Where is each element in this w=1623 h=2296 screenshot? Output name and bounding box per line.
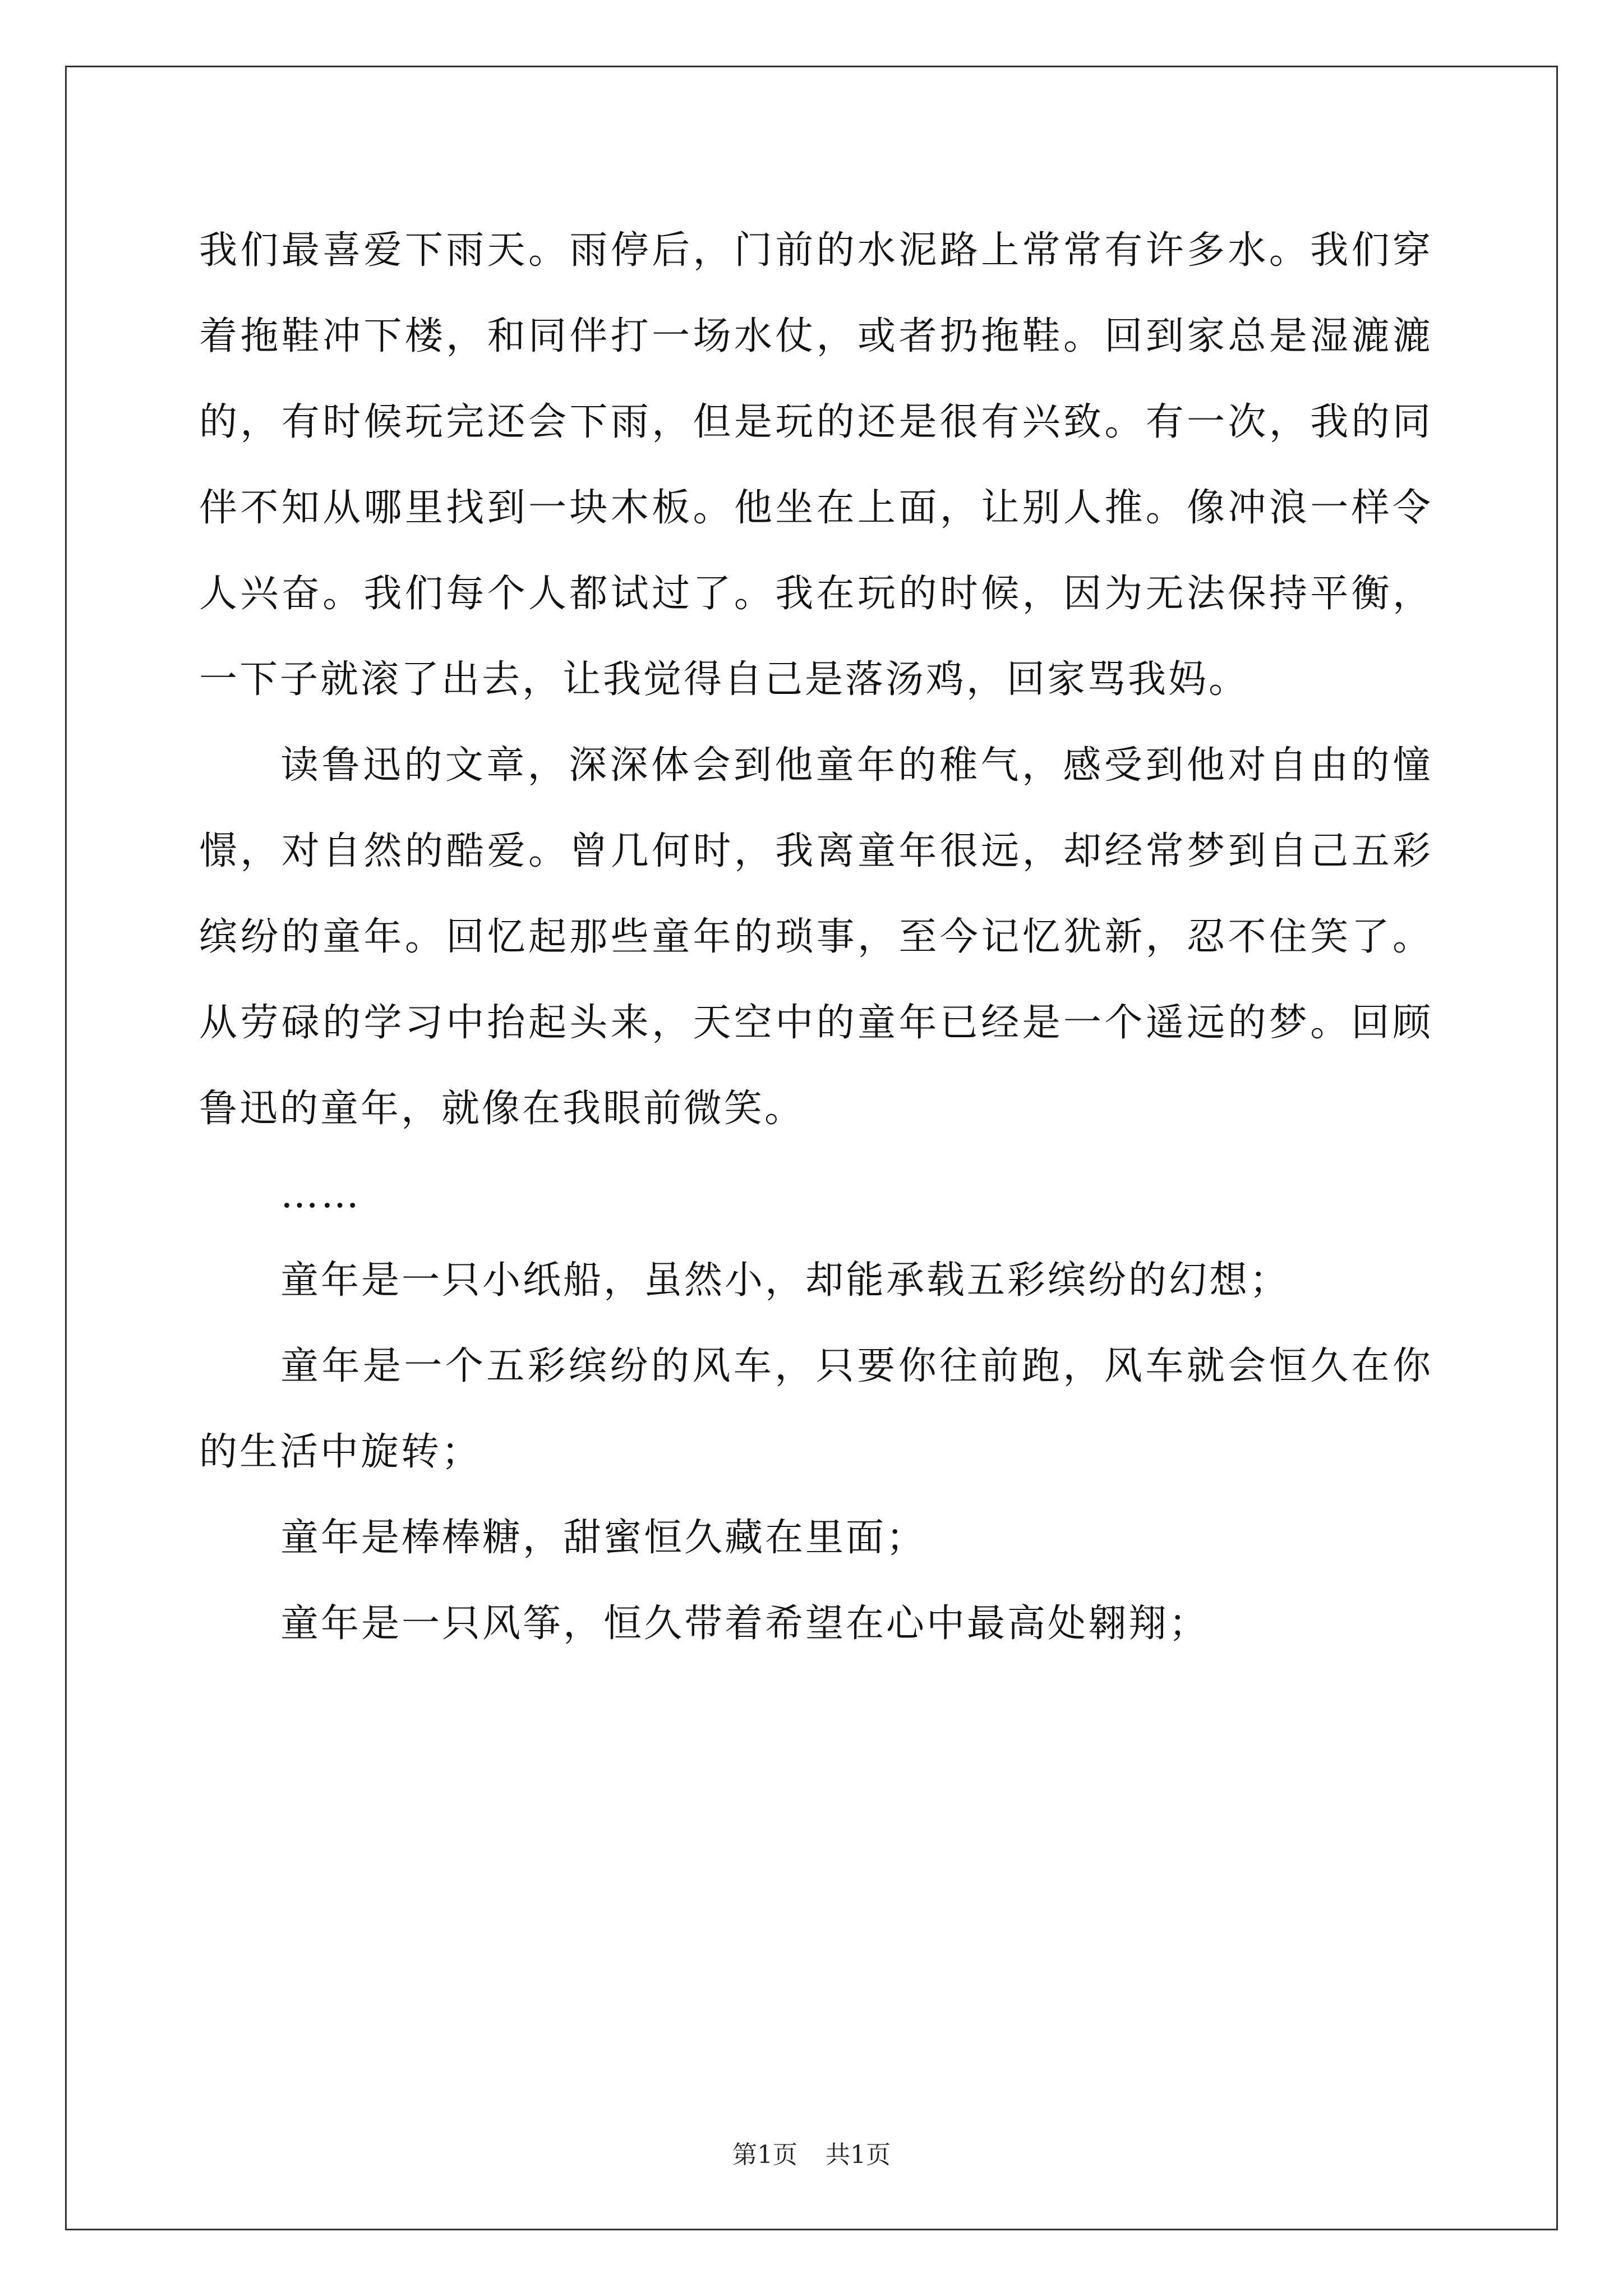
paragraph-5: 童年是一个五彩缤纷的风车，只要你往前跑，风车就会恒久在你的生活中旋转； <box>199 1344 1433 1474</box>
document-body <box>199 208 1433 1667</box>
page-number: 第1页 <box>732 2141 797 2169</box>
paragraph-1: 我们最喜爱下雨天。雨停后，门前的水泥路上常常有许多水。我们穿着拖鞋冲下楼，和同伴打一场水仗，或者扔拖鞋。回到家总是湿漉漉的，有时候玩完还会下雨，但是玩的还是很有兴致。有一次，我的同伴不知从哪里找到一块木板。他坐在上面，让别人推。像冲浪一样令人兴奋。我们每个人都试过了。我在玩的时候，因为无法保持平衡，一下子就滚了出去，让我觉得自己是落汤鸡，回家骂我妈。 <box>199 228 1433 702</box>
paragraph-2: 读鲁迅的文章，深深体会到他童年的稚气，感受到他对自由的憧憬，对自然的酷爱。曾几何时，我离童年很远，却经常梦到自己五彩缤纷的童年。回忆起那些童年的琐事，至今记忆犹新，忍不住笑了。从劳碌的学习中抬起头来，天空中的童年已经是一个遥远的梦。回顾鲁迅的童年，就像在我眼前微笑。 <box>199 743 1433 1131</box>
paragraph-7: 童年是一只风筝，恒久带着希望在心中最高处翱翔； <box>280 1602 1210 1646</box>
page-footer <box>0 2134 1623 2170</box>
ellipsis-paragraph: …… <box>280 1172 361 1217</box>
paragraph-6: 童年是棒棒糖，甜蜜恒久藏在里面； <box>280 1516 927 1560</box>
paragraph-4: 童年是一只小纸船，虽然小，却能承载五彩缤纷的幻想； <box>280 1258 1290 1303</box>
page-total: 共1页 <box>826 2141 891 2169</box>
